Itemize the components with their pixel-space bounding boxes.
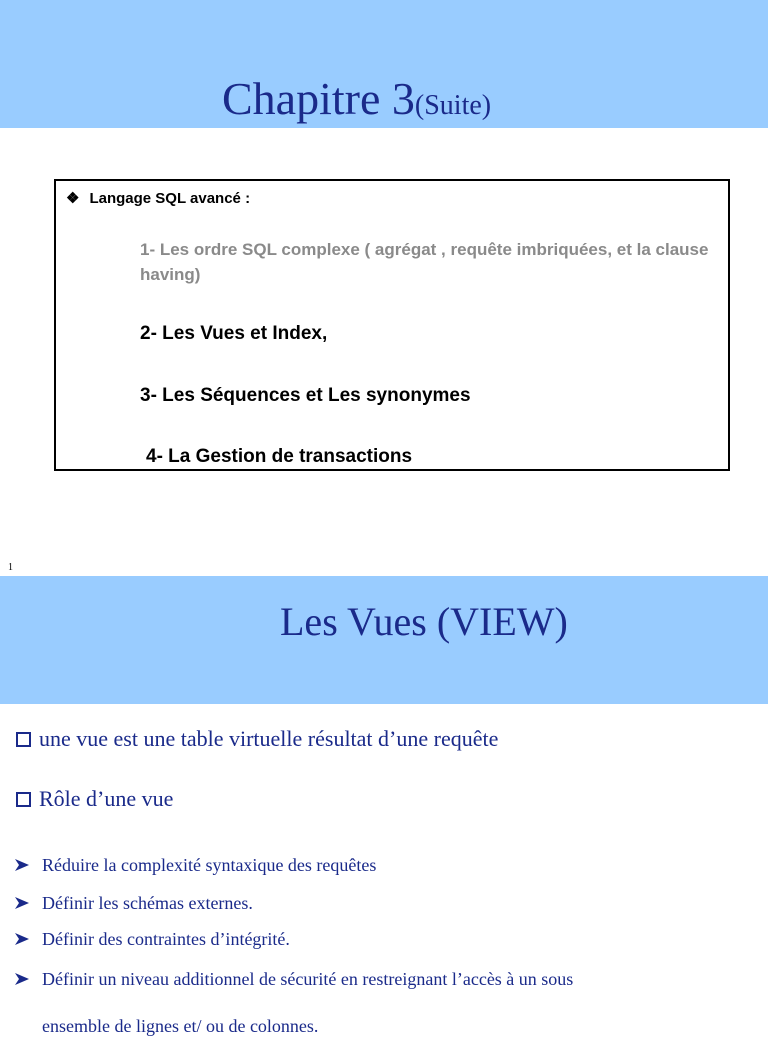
list-item-text: Définir des contraintes d’intégrité. [42,929,290,949]
arrow-bullet-icon [14,896,30,910]
outline-item-4: 4- La Gestion de transactions [146,446,413,467]
slide-title [222,73,492,124]
slide-title-suffix: (Suite) [414,90,492,121]
role-list [14,856,573,1008]
outline-heading-text: Langage SQL avancé : [89,190,251,207]
page-number: 1 [8,562,13,573]
list-item-text: Réduire la complexité syntaxique des requêtes [42,855,377,875]
bullet-definition-text: une vue est une table virtuelle résultat d’une requête [39,726,499,751]
slide-title-main: Chapitre 3 [222,73,415,124]
list-item [14,970,573,1008]
list-item [14,930,573,970]
list-item-continuation: ensemble de lignes et/ ou de colonnes. [42,1016,319,1036]
list-item-text: Définir un niveau additionnel de sécurité en restreignant l’accès à un sous [42,969,574,989]
outline-box [54,179,730,471]
arrow-bullet-icon [14,972,30,986]
bullet-role-text: Rôle d’une vue [39,786,174,811]
list-item [14,856,573,894]
slide-les-vues [0,576,768,1036]
outline-heading [66,189,250,207]
checkbox-bullet-icon [16,732,31,747]
bullet-role [16,786,173,812]
list-item [14,894,573,930]
diamond-bullet-icon: ❖ [66,190,80,207]
arrow-bullet-icon [14,858,30,872]
outline-item-2: 2- Les Vues et Index, [140,323,328,344]
bullet-definition [16,726,498,752]
checkbox-bullet-icon [16,792,31,807]
slide-title: Les Vues (VIEW) [280,599,568,644]
arrow-bullet-icon [14,932,30,946]
outline-item-1: 1- Les ordre SQL complexe ( agrégat , requête imbriquées, et la clause having) [140,240,709,284]
outline-item-3: 3- Les Séquences et Les synonymes [140,385,471,406]
list-item-text: Définir les schémas externes. [42,893,253,913]
